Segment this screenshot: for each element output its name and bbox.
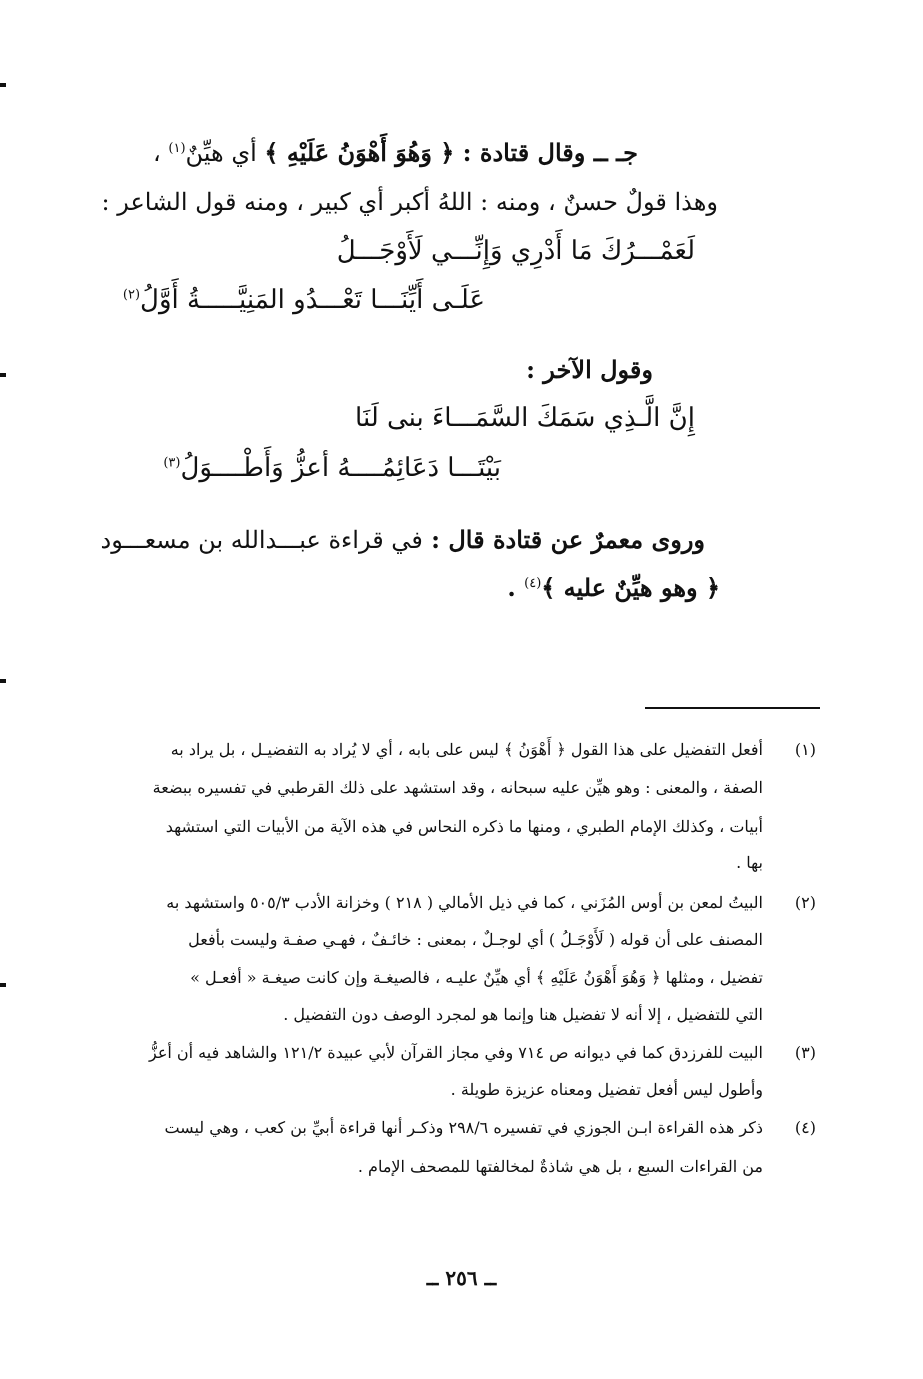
- footnote-3-line: وأطول ليس أفعل تفضيل ومعناه عزيزة طويلة .: [450, 1080, 763, 1099]
- footnote-2-line: البيتُ لمعن بن أوس المُزَني ، كما في ذيل الأمالي ( ٢١٨ ) وخزانة الأدب ٥٠٥/٣ واستشهد به: [166, 893, 763, 912]
- margin-mark: [0, 83, 6, 87]
- text-line-1: [153, 138, 638, 167]
- verse-1-first-hemistich: لَعَمْـــرُكَ مَا أَدْرِي وَإِنِّـــي لَأَوْجَـــلُ: [336, 236, 695, 266]
- footnote-separator: [645, 707, 820, 709]
- text-line-last: [507, 573, 720, 602]
- footnote-number: (٤): [794, 1118, 816, 1137]
- footnote-4-line: ذكر هذه القراءة ابـن الجوزي في تفسيره ٢٩٨/٦ وذكـر أنها قراءة أبيِّ بن كعب ، وهي ليست: [164, 1118, 763, 1137]
- footnote-ref: (٤): [524, 576, 542, 591]
- margin-mark: [0, 373, 6, 377]
- quran-quote-2: ﴿ وهو هيِّنٌ عليه ﴾: [541, 573, 720, 602]
- verse-2-second-hemistich: [163, 453, 501, 483]
- footnote-2-line: المصنف على أن قوله ( لَأَوْجَـلُ ) أي لوجـلٌ ، بمعنى : خائـفٌ ، فهـي صفـة وليست بأفعل: [188, 930, 763, 949]
- footnote-number: (٢): [794, 893, 816, 912]
- verse-2b-text: بَيْتَـــا دَعَائِمُــــهُ أعزُّ وَأَطْــــوَلُ: [180, 453, 501, 483]
- verse-1-second-hemistich: [123, 285, 485, 315]
- footnote-ref: (٢): [122, 287, 141, 303]
- line1-tail: أي هيِّنٌ: [185, 139, 265, 167]
- line1-comma: ،: [153, 139, 169, 167]
- footnote-3-line: البيت للفرزدق كما في ديوانه ص ٧١٤ وفي مجاز القرآن لأبي عبيدة ١٢١/٢ والشاهد فيه أن أعزُّ: [148, 1043, 763, 1062]
- text-line-2: وهذا قولٌ حسنٌ ، ومنه : اللهُ أكبر أي كبير ، ومنه قول الشاعر :: [101, 188, 718, 216]
- mamar-tail: في قراءة عبـــدالله بن مسعـــود: [100, 526, 423, 554]
- quran-quote: ﴿ وَهُوَ أَهْوَنُ عَلَيْهِ ﴾: [264, 138, 455, 167]
- text-line-narration: [101, 525, 705, 554]
- other-poet-heading: وقول الآخر :: [526, 355, 653, 384]
- mamar-lead: وروى معمرٌ عن قتادة قال :: [422, 525, 705, 554]
- footnote-2-line: التي للتفضيل ، إلا أنه لا تفضيل هنا وإنما هو لمجرد الوصف دون التفضيل .: [283, 1005, 763, 1024]
- footnote-number: (١): [794, 740, 816, 759]
- footnote-4-line: من القراءات السبع ، بل هي شاذةٌ لمخالفتها للمصحف الإمام .: [357, 1157, 763, 1176]
- margin-mark: [0, 983, 6, 987]
- footnote-ref: (١): [168, 141, 186, 156]
- verse-2-first-hemistich: إِنَّ الَّـذِي سَمَكَ السَّمَـــاءَ بنى لَنَا: [355, 403, 695, 433]
- footnote-1-line: أفعل التفضيل على هذا القول ﴿ أَهْوَنُ ﴾ ليس على بابه ، أي لا يُراد به التفضيـل ، بل يراد به: [170, 740, 763, 759]
- footnote-ref: (٣): [163, 455, 181, 471]
- footnote-2-line: تفضيل ، ومثلها ﴿ وَهُوَ أَهْوَنُ عَلَيْهِ ﴾ أي هيِّنٌ عليـه ، فالصيغـة وإن كانت صيغـة « أفعـل »: [190, 968, 763, 987]
- footnote-1-line: بها .: [736, 853, 763, 872]
- footnote-1-line: الصفة ، والمعنى : وهو هيِّن عليه سبحانه ، وقد استشهد على ذلك القرطبي في تفسيره ببضعة: [152, 778, 763, 797]
- line-last-tail: .: [507, 573, 525, 602]
- margin-mark: [0, 679, 6, 683]
- footnote-1-line: أبيات ، وكذلك الإمام الطبري ، ومنها ما ذكره النحاس في هذه الآية من الأبيات التي استشهد: [165, 817, 763, 836]
- page-number: ــ ٢٥٦ ــ: [426, 1266, 497, 1290]
- footnote-number: (٣): [794, 1043, 816, 1062]
- verse-1b-text: عَلَـى أَيِّنَـــا تَعْـــدُو المَنِيَّـــــةُ أَوَّلُ: [140, 285, 485, 315]
- qatada-lead: جـ ــ وقال قتادة :: [454, 138, 638, 167]
